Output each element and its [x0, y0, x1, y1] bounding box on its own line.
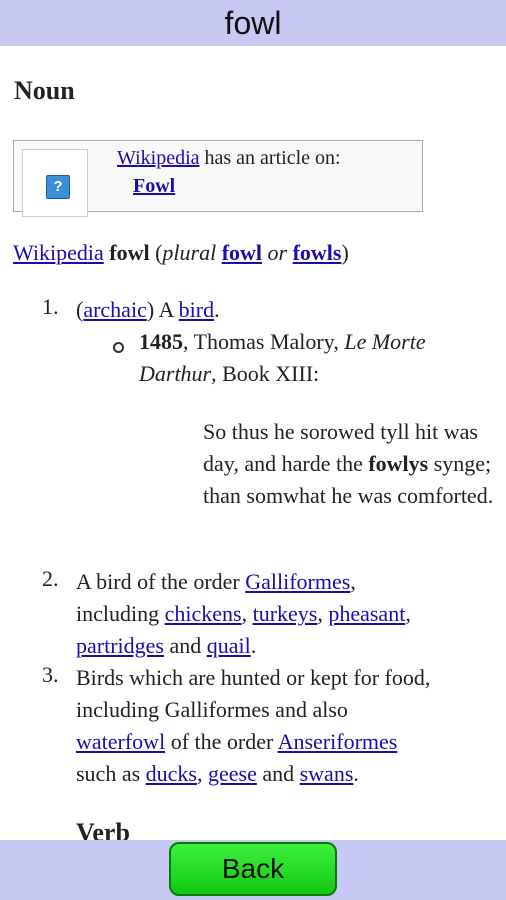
headword: fowl: [109, 240, 150, 265]
galliformes-link[interactable]: Galliformes: [245, 569, 351, 594]
wikipedia-box-text: Wikipedia has an article on:: [117, 147, 341, 169]
chickens-link[interactable]: chickens: [164, 601, 242, 626]
waterfowl-link[interactable]: waterfowl: [76, 729, 166, 754]
sense-1-number: 1.: [42, 294, 59, 319]
bird-link[interactable]: bird: [178, 297, 215, 322]
section-heading-noun: Noun: [14, 76, 75, 105]
pheasant-link[interactable]: pheasant: [328, 601, 406, 626]
back-button[interactable]: Back: [169, 842, 337, 896]
sense-2-number: 2.: [42, 566, 59, 591]
partridges-link[interactable]: partridges: [76, 633, 164, 658]
wikipedia-headword-link[interactable]: Wikipedia: [13, 240, 104, 265]
wikipedia-icon-frame: [22, 149, 88, 217]
plural-fowl-link[interactable]: fowl: [221, 240, 263, 265]
wikipedia-link[interactable]: Wikipedia: [117, 147, 200, 169]
headword-line: Wikipedia fowl (plural fowl or fowls): [13, 240, 349, 265]
quotation-source: 1485, Thomas Malory, Le Morte Darthur, Book XIII:: [139, 329, 426, 386]
plural-label: plural: [162, 240, 217, 265]
quail-link[interactable]: quail: [206, 633, 251, 658]
definition-content[interactable]: [0, 46, 506, 840]
title-bar: [0, 0, 506, 46]
page-title: fowl: [224, 4, 282, 41]
quotation-text: So thus he sorowed tyll hit was day, and harde the fowlys synge; than somwhat he was comforted.: [203, 419, 494, 508]
swans-link[interactable]: swans: [299, 761, 354, 786]
turkeys-link[interactable]: turkeys: [252, 601, 318, 626]
wikipedia-box: [13, 140, 423, 212]
plural-fowls-link[interactable]: fowls: [292, 240, 342, 265]
ducks-link[interactable]: ducks: [145, 761, 197, 786]
geese-link[interactable]: geese: [207, 761, 257, 786]
question-icon: ?: [46, 175, 70, 199]
sense-1: (archaic) A bird.: [76, 297, 220, 322]
archaic-link[interactable]: archaic: [83, 297, 147, 322]
sense-3-number: 3.: [42, 662, 59, 687]
quote-bullet-icon: [113, 342, 124, 353]
fowl-article-link[interactable]: Fowl: [133, 175, 176, 197]
anseriformes-link[interactable]: Anseriformes: [277, 729, 398, 754]
sense-3: Birds which are hunted or kept for food, including Galliformes and also waterfowl of the order Anseriformes such as ducks, geese and swans.: [76, 665, 431, 786]
section-heading-verb: Verb: [76, 818, 130, 840]
sense-2: A bird of the order Galliformes, including chickens, turkeys, pheasant, partridges and quail.: [76, 569, 411, 658]
wikipedia-article: [133, 175, 175, 198]
